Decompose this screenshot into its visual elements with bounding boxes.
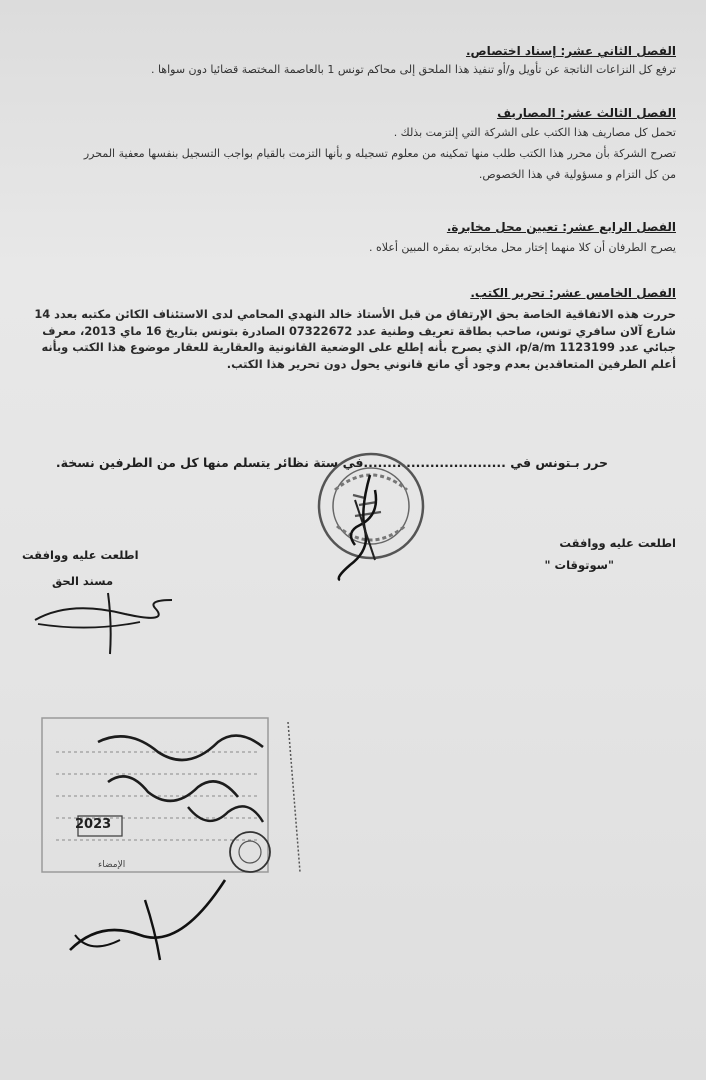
article-14-heading: الفصل الرابع عشر: تعيين محل مخابرة. xyxy=(446,220,676,234)
stamp-bottom-label: الإمضاء xyxy=(98,860,126,870)
article-13 xyxy=(26,106,676,183)
article-13-line-2: تصرح الشركة بأن محرر هذا الكتب طلب منها تمكينه من معلوم تسجيله و بأنها التزمت بالقيام بواجب التسجيل بنفسها معفية المحرر xyxy=(83,147,676,160)
article-13-line-3: من كل التزام و مسؤولية في هذا الخصوص. xyxy=(478,168,676,181)
article-13-line-1: تحمل كل مصاريف هذا الكتب على الشركة التي إلتزمت بذلك . xyxy=(393,126,676,139)
article-12-heading: الفصل الثاني عشر: إسناد اختصاص. xyxy=(465,44,676,58)
closing-place-line: حرر بـتونس في ..............................في ستة نظائر يتسلم منها كل من الطرفين نسخة. xyxy=(55,455,608,470)
article-12 xyxy=(26,44,676,78)
stamp-year: 2023 xyxy=(75,817,112,832)
drafting-paragraph: حررت هذه الاتفاقية الخاصة بحق الإرتفاق من قبل الأستاذ خالد النهدي المحامي لدى الاستئناف الكائن مكتبه بعدد 14 شارع آلان سافري تونس، صاحب بطاقة تعريف وطنية عدد 07322672 الصادرة بتونس بتاريخ 16 ماي 2013، معرف جبائي عدد 1123199 p/a/m، الذي يصرح بأنه إطلع على الوضعية القانونية والعقارية للعقار موضوع هذا الكتب وبأنه أعلم الطرفين المتعاقدين بعدم وجود أي مانع قانوني يحول دون تحرير هذا الكتب. xyxy=(34,307,676,371)
lawyer-signature-icon xyxy=(330,470,390,585)
left-signature-name: مسند الحق xyxy=(52,574,114,588)
left-signature-label: اطلعت عليه ووافقت xyxy=(22,548,139,562)
article-12-line-1: ترفع كل النزاعات الناتجة عن تأويل و/أو تنفيذ هذا الملحق إلى محاكم تونس 1 بالعاصمة المختصة قضائيا دون سواها . xyxy=(150,63,676,76)
right-signature-label: اطلعت عليه ووافقت xyxy=(559,536,676,550)
article-13-heading: الفصل الثالث عشر: المصاريف xyxy=(497,106,676,120)
left-signature-icon xyxy=(30,588,190,658)
article-14-line-1: يصرح الطرفان أن كلا منهما إختار محل مخابرته بمقره المبين أعلاه . xyxy=(369,241,676,254)
right-signature-name: "سوتوقات " xyxy=(544,558,614,572)
official-signature-icon xyxy=(60,860,240,970)
municipal-stamp-icon xyxy=(38,712,320,882)
article-15 xyxy=(26,286,676,372)
article-15-heading: الفصل الخامس عشر: تحرير الكتب. xyxy=(470,286,676,300)
article-14 xyxy=(26,220,676,256)
